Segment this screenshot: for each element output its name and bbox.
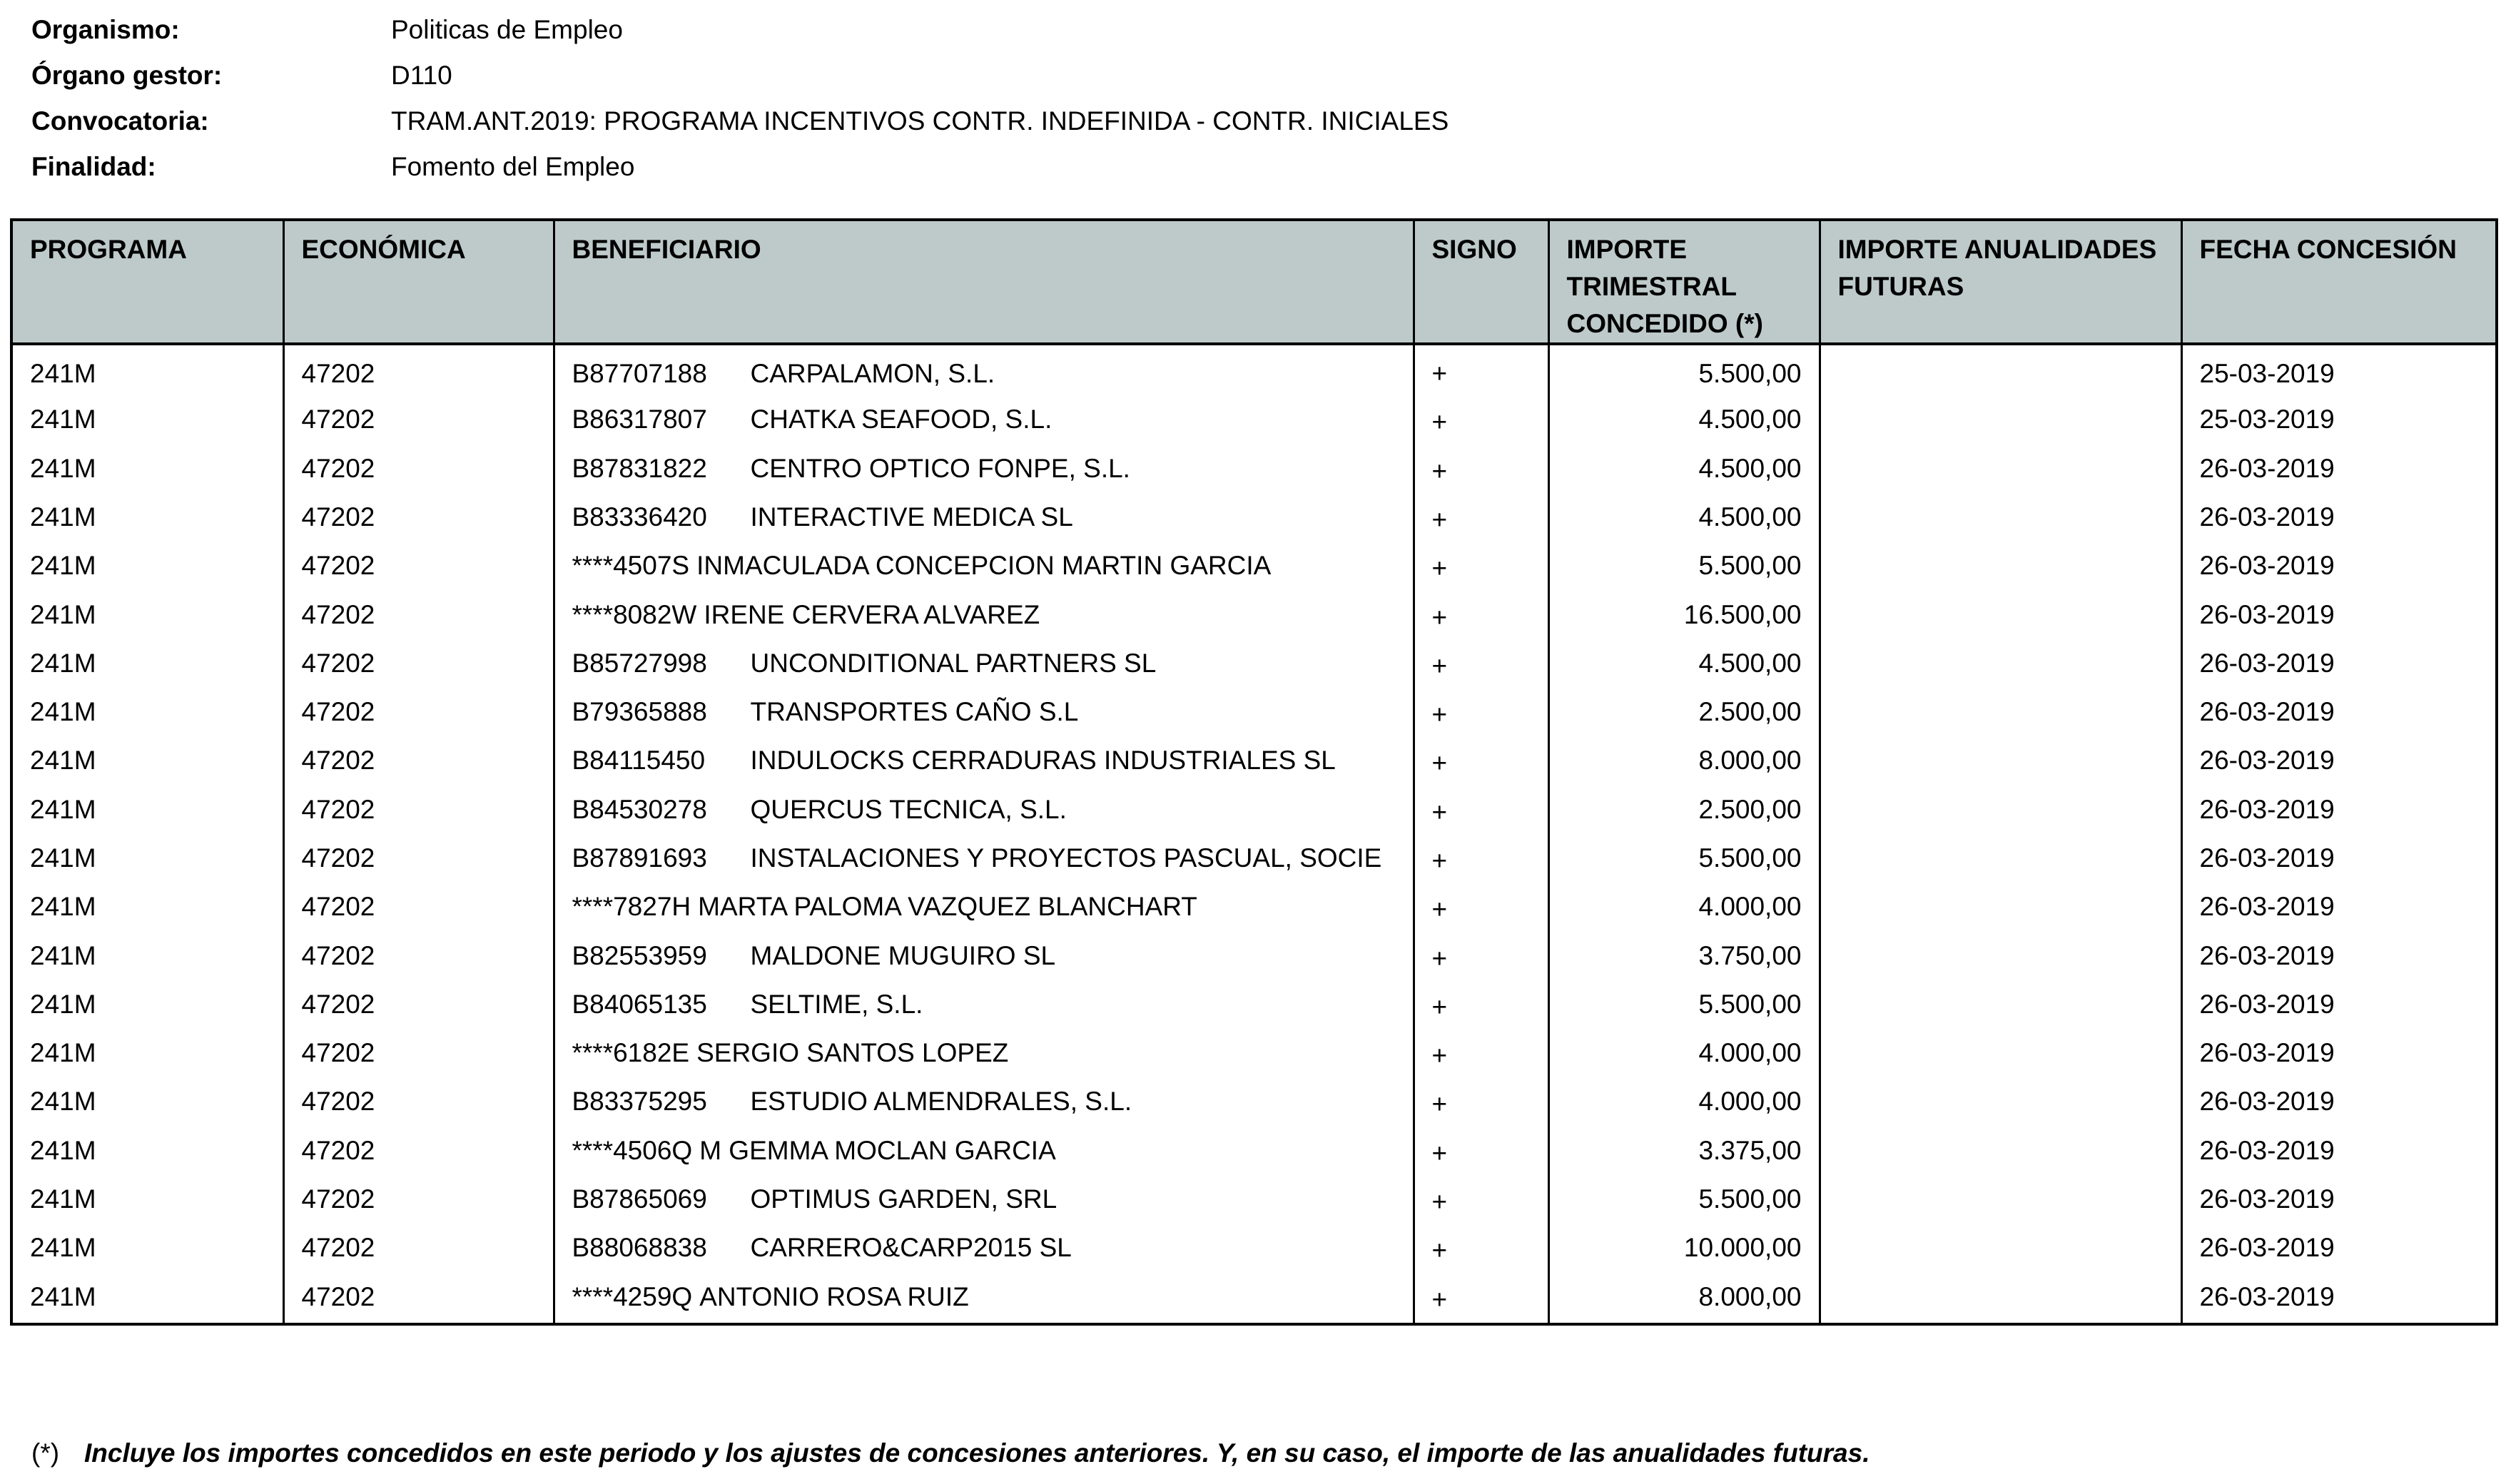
- beneficiario-cell: [554, 738, 1414, 786]
- column-header: BENEFICIARIO: [554, 221, 1414, 344]
- signo-cell: +: [1414, 689, 1548, 738]
- column-header: PROGRAMA: [13, 221, 283, 344]
- beneficiario-cell: [554, 592, 1414, 641]
- signo-cell: +: [1414, 397, 1548, 445]
- importe-cell: 4.500,00: [1548, 397, 1820, 445]
- fecha-concesion-cell: 26-03-2019: [2181, 1176, 2495, 1225]
- signo-cell: +: [1414, 1274, 1548, 1323]
- beneficiary-id: B83336420: [572, 502, 707, 532]
- header-row: [31, 53, 1449, 98]
- header-row: [31, 98, 1449, 144]
- beneficiary-name: INMACULADA CONCEPCION MARTIN GARCIA: [696, 551, 1272, 581]
- programa-cell: 241M: [30, 892, 96, 922]
- beneficiario-cell: [554, 344, 1414, 397]
- anualidades-futuras-cell: [1820, 933, 2181, 982]
- economica-cell: 47202: [283, 1176, 554, 1225]
- column-header: ECONÓMICA: [283, 221, 554, 344]
- signo-cell: +: [1414, 1225, 1548, 1274]
- beneficiario-cell: [554, 1225, 1414, 1274]
- anualidades-futuras-cell: [1820, 1225, 2181, 1274]
- header-value: D110: [391, 61, 452, 90]
- beneficiary-name: INDULOCKS CERRADURAS INDUSTRIALES SL: [750, 746, 1336, 776]
- anualidades-futuras-cell: [1820, 982, 2181, 1030]
- anualidades-futuras-cell: [1820, 344, 2181, 397]
- anualidades-futuras-cell: [1820, 1176, 2181, 1225]
- programa-cell: 241M: [30, 1038, 96, 1068]
- programa-cell: 241M: [30, 1281, 96, 1311]
- beneficiario-cell: [554, 884, 1414, 932]
- programa-cell: 241M: [30, 1184, 96, 1214]
- signo-cell: +: [1414, 835, 1548, 884]
- importe-cell: 5.500,00: [1548, 344, 1820, 397]
- importe-cell: 16.500,00: [1548, 592, 1820, 641]
- beneficiary-name: IRENE CERVERA ALVAREZ: [704, 599, 1040, 629]
- signo-cell: +: [1414, 344, 1548, 397]
- concessions-table-container: [10, 218, 2498, 1326]
- signo-cell: +: [1414, 1030, 1548, 1079]
- importe-cell: 5.500,00: [1548, 543, 1820, 591]
- beneficiary-id: ****8082W: [572, 599, 697, 629]
- economica-cell: 47202: [283, 641, 554, 689]
- beneficiary-name: OPTIMUS GARDEN, SRL: [750, 1184, 1057, 1214]
- beneficiary-name: UNCONDITIONAL PARTNERS SL: [750, 648, 1157, 678]
- anualidades-futuras-cell: [1820, 446, 2181, 494]
- fecha-concesion-cell: 25-03-2019: [2181, 397, 2495, 445]
- importe-cell: 3.750,00: [1548, 933, 1820, 982]
- beneficiary-id: B86317807: [572, 405, 707, 434]
- signo-cell: +: [1414, 1128, 1548, 1176]
- beneficiary-id: B87865069: [572, 1184, 707, 1214]
- importe-cell: 2.500,00: [1548, 787, 1820, 835]
- beneficiario-cell: [554, 641, 1414, 689]
- column-header: SIGNO: [1414, 221, 1548, 344]
- economica-cell: 47202: [283, 787, 554, 835]
- table-row: [13, 1079, 2495, 1127]
- signo-cell: +: [1414, 787, 1548, 835]
- table-row: [13, 494, 2495, 543]
- anualidades-futuras-cell: [1820, 787, 2181, 835]
- programa-cell: 241M: [30, 1135, 96, 1165]
- table-row: [13, 1274, 2495, 1323]
- beneficiary-id: B83375295: [572, 1087, 707, 1117]
- header-value: Politicas de Empleo: [391, 15, 623, 44]
- signo-cell: +: [1414, 738, 1548, 786]
- beneficiary-name: TRANSPORTES CAÑO S.L: [750, 697, 1079, 727]
- programa-cell: 241M: [30, 648, 96, 678]
- table-row: [13, 641, 2495, 689]
- economica-cell: 47202: [283, 1030, 554, 1079]
- anualidades-futuras-cell: [1820, 1274, 2181, 1323]
- beneficiary-id: B88068838: [572, 1233, 707, 1263]
- importe-cell: 5.500,00: [1548, 982, 1820, 1030]
- fecha-concesion-cell: 26-03-2019: [2181, 982, 2495, 1030]
- beneficiary-id: B87707188: [572, 359, 707, 388]
- beneficiary-id: ****4259Q: [572, 1281, 693, 1311]
- anualidades-futuras-cell: [1820, 592, 2181, 641]
- beneficiario-cell: [554, 446, 1414, 494]
- importe-cell: 4.500,00: [1548, 494, 1820, 543]
- fecha-concesion-cell: 26-03-2019: [2181, 787, 2495, 835]
- fecha-concesion-cell: 26-03-2019: [2181, 835, 2495, 884]
- beneficiary-name: SERGIO SANTOS LOPEZ: [696, 1038, 1009, 1068]
- importe-cell: 2.500,00: [1548, 689, 1820, 738]
- signo-cell: +: [1414, 1176, 1548, 1225]
- beneficiario-cell: [554, 543, 1414, 591]
- programa-cell: 241M: [30, 746, 96, 776]
- signo-cell: +: [1414, 446, 1548, 494]
- anualidades-futuras-cell: [1820, 543, 2181, 591]
- beneficiario-cell: [554, 397, 1414, 445]
- importe-cell: 8.000,00: [1548, 1274, 1820, 1323]
- beneficiario-cell: [554, 1274, 1414, 1323]
- beneficiary-name: INTERACTIVE MEDICA SL: [750, 502, 1073, 532]
- table-row: [13, 982, 2495, 1030]
- importe-cell: 5.500,00: [1548, 835, 1820, 884]
- beneficiary-name: ESTUDIO ALMENDRALES, S.L.: [750, 1087, 1132, 1117]
- table-row: [13, 738, 2495, 786]
- table-row: [13, 446, 2495, 494]
- header-value: Fomento del Empleo: [391, 152, 635, 181]
- beneficiario-cell: [554, 1128, 1414, 1176]
- anualidades-futuras-cell: [1820, 1079, 2181, 1127]
- fecha-concesion-cell: 26-03-2019: [2181, 1128, 2495, 1176]
- beneficiary-id: B84115450: [572, 746, 706, 776]
- fecha-concesion-cell: 26-03-2019: [2181, 933, 2495, 982]
- header-label: Órgano gestor:: [31, 61, 223, 90]
- column-header: IMPORTE TRIMESTRAL CONCEDIDO (*): [1548, 221, 1820, 344]
- header-label: Organismo:: [31, 15, 180, 44]
- beneficiary-name: MALDONE MUGUIRO SL: [750, 940, 1056, 970]
- table-row: [13, 344, 2495, 397]
- footnote: [31, 1435, 1870, 1472]
- fecha-concesion-cell: 25-03-2019: [2181, 344, 2495, 397]
- table-row: [13, 787, 2495, 835]
- anualidades-futuras-cell: [1820, 738, 2181, 786]
- column-header: FECHA CONCESIÓN: [2181, 221, 2495, 344]
- anualidades-futuras-cell: [1820, 884, 2181, 932]
- programa-cell: 241M: [30, 359, 96, 388]
- header-row: [31, 7, 1449, 53]
- fecha-concesion-cell: 26-03-2019: [2181, 543, 2495, 591]
- beneficiary-name: CARPALAMON, S.L.: [750, 359, 995, 388]
- table-row: [13, 1128, 2495, 1176]
- fecha-concesion-cell: 26-03-2019: [2181, 494, 2495, 543]
- programa-cell: 241M: [30, 599, 96, 629]
- header-value: TRAM.ANT.2019: PROGRAMA INCENTIVOS CONTR. INDEFINIDA - CONTR. INICIALES: [391, 106, 1449, 136]
- concessions-table: [13, 221, 2495, 1323]
- anualidades-futuras-cell: [1820, 689, 2181, 738]
- column-header: IMPORTE ANUALIDADES FUTURAS: [1820, 221, 2181, 344]
- anualidades-futuras-cell: [1820, 641, 2181, 689]
- beneficiario-cell: [554, 835, 1414, 884]
- importe-cell: 4.000,00: [1548, 884, 1820, 932]
- economica-cell: 47202: [283, 494, 554, 543]
- beneficiary-id: B84065135: [572, 989, 707, 1019]
- table-row: [13, 1030, 2495, 1079]
- signo-cell: +: [1414, 641, 1548, 689]
- beneficiary-id: B87831822: [572, 453, 707, 483]
- beneficiary-name: SELTIME, S.L.: [750, 989, 923, 1019]
- table-row: [13, 884, 2495, 932]
- anualidades-futuras-cell: [1820, 1030, 2181, 1079]
- importe-cell: 4.000,00: [1548, 1030, 1820, 1079]
- importe-cell: 4.500,00: [1548, 446, 1820, 494]
- table-row: [13, 933, 2495, 982]
- beneficiary-id: B79365888: [572, 697, 707, 727]
- fecha-concesion-cell: 26-03-2019: [2181, 641, 2495, 689]
- fecha-concesion-cell: 26-03-2019: [2181, 592, 2495, 641]
- signo-cell: +: [1414, 543, 1548, 591]
- beneficiario-cell: [554, 494, 1414, 543]
- beneficiary-name: M GEMMA MOCLAN GARCIA: [699, 1135, 1056, 1165]
- beneficiary-id: B85727998: [572, 648, 707, 678]
- beneficiario-cell: [554, 1176, 1414, 1225]
- programa-cell: 241M: [30, 843, 96, 873]
- programa-cell: 241M: [30, 502, 96, 532]
- anualidades-futuras-cell: [1820, 1128, 2181, 1176]
- economica-cell: 47202: [283, 1079, 554, 1127]
- importe-cell: 8.000,00: [1548, 738, 1820, 786]
- beneficiary-id: B87891693: [572, 843, 707, 873]
- beneficiario-cell: [554, 787, 1414, 835]
- programa-cell: 241M: [30, 453, 96, 483]
- anualidades-futuras-cell: [1820, 397, 2181, 445]
- signo-cell: +: [1414, 592, 1548, 641]
- fecha-concesion-cell: 26-03-2019: [2181, 884, 2495, 932]
- economica-cell: 47202: [283, 933, 554, 982]
- beneficiary-id: ****4506Q: [572, 1135, 693, 1165]
- programa-cell: 241M: [30, 1233, 96, 1263]
- programa-cell: 241M: [30, 989, 96, 1019]
- economica-cell: 47202: [283, 1225, 554, 1274]
- signo-cell: +: [1414, 884, 1548, 932]
- beneficiario-cell: [554, 689, 1414, 738]
- signo-cell: +: [1414, 1079, 1548, 1127]
- fecha-concesion-cell: 26-03-2019: [2181, 1274, 2495, 1323]
- programa-cell: 241M: [30, 794, 96, 824]
- fecha-concesion-cell: 26-03-2019: [2181, 1079, 2495, 1127]
- importe-cell: 10.000,00: [1548, 1225, 1820, 1274]
- programa-cell: 241M: [30, 1087, 96, 1117]
- fecha-concesion-cell: 26-03-2019: [2181, 1030, 2495, 1079]
- beneficiary-name: CENTRO OPTICO FONPE, S.L.: [750, 453, 1130, 483]
- table-row: [13, 592, 2495, 641]
- programa-cell: 241M: [30, 940, 96, 970]
- signo-cell: +: [1414, 982, 1548, 1030]
- table-row: [13, 1225, 2495, 1274]
- economica-cell: 47202: [283, 689, 554, 738]
- beneficiary-name: MARTA PALOMA VAZQUEZ BLANCHART: [698, 892, 1197, 922]
- footnote-text: Incluye los importes concedidos en este periodo y los ajustes de concesiones anteriores. Y, en su caso, el importe de las anualidades futuras.: [84, 1438, 1870, 1468]
- fecha-concesion-cell: 26-03-2019: [2181, 446, 2495, 494]
- economica-cell: 47202: [283, 1274, 554, 1323]
- economica-cell: 47202: [283, 982, 554, 1030]
- beneficiary-id: ****4507S: [572, 551, 690, 581]
- header-row: [31, 144, 1449, 190]
- beneficiario-cell: [554, 1079, 1414, 1127]
- table-header-row: [13, 221, 2495, 344]
- signo-cell: +: [1414, 933, 1548, 982]
- economica-cell: 47202: [283, 835, 554, 884]
- economica-cell: 47202: [283, 1128, 554, 1176]
- economica-cell: 47202: [283, 738, 554, 786]
- table-row: [13, 1176, 2495, 1225]
- footnote-mark: (*): [31, 1438, 60, 1468]
- programa-cell: 241M: [30, 697, 96, 727]
- beneficiary-name: QUERCUS TECNICA, S.L.: [750, 794, 1067, 824]
- header-info: [31, 7, 1449, 190]
- importe-cell: 3.375,00: [1548, 1128, 1820, 1176]
- beneficiary-id: ****7827H: [572, 892, 691, 922]
- table-row: [13, 835, 2495, 884]
- anualidades-futuras-cell: [1820, 494, 2181, 543]
- beneficiary-id: B82553959: [572, 940, 707, 970]
- beneficiary-name: CHATKA SEAFOOD, S.L.: [750, 405, 1052, 434]
- economica-cell: 47202: [283, 543, 554, 591]
- economica-cell: 47202: [283, 884, 554, 932]
- beneficiary-id: B84530278: [572, 794, 707, 824]
- beneficiario-cell: [554, 982, 1414, 1030]
- fecha-concesion-cell: 26-03-2019: [2181, 689, 2495, 738]
- fecha-concesion-cell: 26-03-2019: [2181, 1225, 2495, 1274]
- beneficiary-name: CARRERO&CARP2015 SL: [750, 1233, 1072, 1263]
- beneficiary-name: ANTONIO ROSA RUIZ: [699, 1281, 969, 1311]
- beneficiario-cell: [554, 1030, 1414, 1079]
- economica-cell: 47202: [283, 592, 554, 641]
- beneficiary-id: ****6182E: [572, 1038, 690, 1068]
- economica-cell: 47202: [283, 344, 554, 397]
- table-row: [13, 689, 2495, 738]
- economica-cell: 47202: [283, 446, 554, 494]
- anualidades-futuras-cell: [1820, 835, 2181, 884]
- importe-cell: 4.000,00: [1548, 1079, 1820, 1127]
- importe-cell: 4.500,00: [1548, 641, 1820, 689]
- table-row: [13, 397, 2495, 445]
- header-label: Finalidad:: [31, 152, 156, 181]
- beneficiario-cell: [554, 933, 1414, 982]
- header-label: Convocatoria:: [31, 106, 209, 136]
- importe-cell: 5.500,00: [1548, 1176, 1820, 1225]
- programa-cell: 241M: [30, 405, 96, 434]
- beneficiary-name: INSTALACIONES Y PROYECTOS PASCUAL, SOCIE: [750, 843, 1382, 873]
- economica-cell: 47202: [283, 397, 554, 445]
- table-row: [13, 543, 2495, 591]
- fecha-concesion-cell: 26-03-2019: [2181, 738, 2495, 786]
- signo-cell: +: [1414, 494, 1548, 543]
- programa-cell: 241M: [30, 551, 96, 581]
